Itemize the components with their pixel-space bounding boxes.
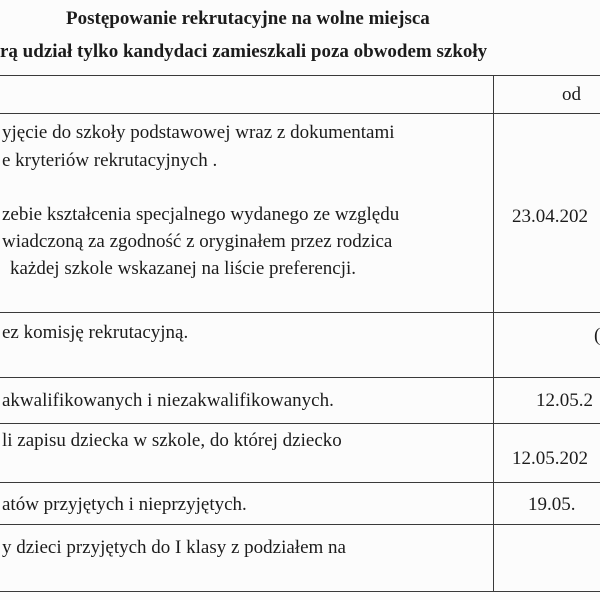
header-row-divider: [0, 113, 600, 114]
row-divider: [0, 423, 600, 424]
row-divider: [0, 312, 600, 313]
document-title-line-2: rą udział tylko kandydaci zamieszkali poza obwodem szkoły: [0, 41, 488, 62]
table-row-text-line: y dzieci przyjętych do I klasy z podziałem na: [2, 537, 346, 558]
document-title-line-1: Postępowanie rekrutacyjne na wolne miejsca: [66, 8, 430, 29]
table-row-text-line: ez komisję rekrutacyjną.: [2, 322, 189, 343]
row-divider: [0, 524, 600, 525]
table-bottom-border: [0, 591, 600, 592]
table-row-text-line: zebie kształcenia specjalnego wydanego ze względu: [2, 204, 400, 225]
row-date: 19.05.: [528, 494, 576, 515]
table-row-text-line: każdej szkole wskazanej na liście preferencji.: [10, 258, 357, 279]
table-row-text-line: wiadczoną za zgodność z oryginałem przez rodzica: [2, 231, 393, 252]
row-date: (: [594, 325, 600, 346]
table-row-text-line: li zapisu dziecka w szkole, do której dziecko: [2, 430, 342, 451]
column-header-from: od: [562, 84, 581, 105]
table-row-text-line: atów przyjętych i nieprzyjętych.: [2, 494, 247, 515]
row-date: 12.05.2: [536, 390, 593, 411]
row-divider: [0, 482, 600, 483]
column-divider: [493, 75, 494, 592]
table-row-text-line: e kryteriów rekrutacyjnych .: [2, 150, 218, 171]
row-date: 23.04.202: [512, 206, 588, 227]
row-divider: [0, 377, 600, 378]
table-row-text-line: akwalifikowanych i niezakwalifikowanych.: [2, 390, 334, 411]
row-date: 12.05.202: [512, 448, 588, 469]
table-row-text-line: yjęcie do szkoły podstawowej wraz z dokumentami: [2, 122, 395, 143]
table-top-border: [0, 75, 600, 76]
